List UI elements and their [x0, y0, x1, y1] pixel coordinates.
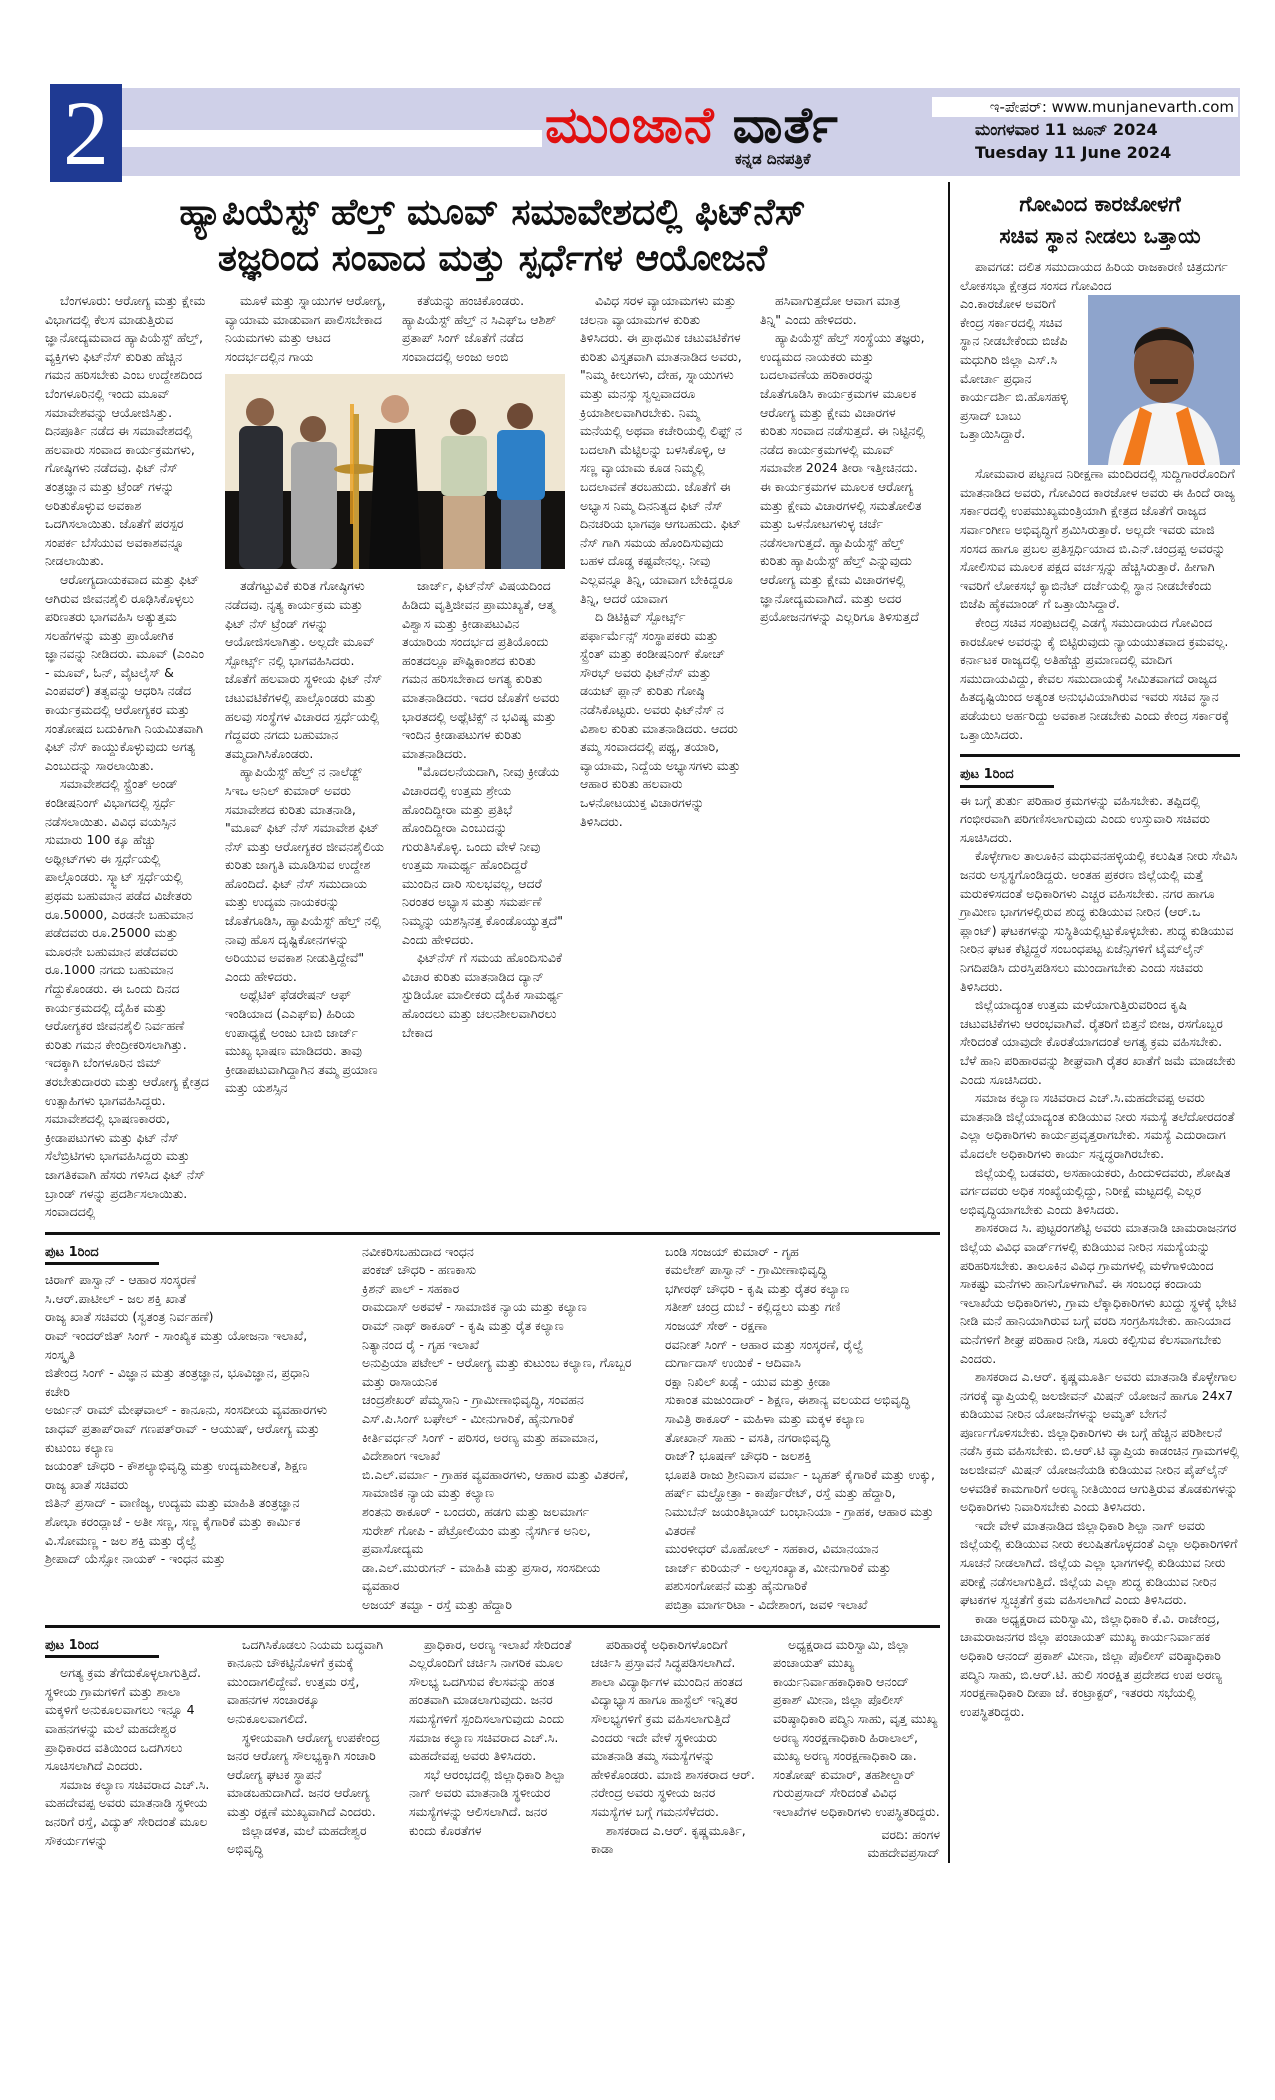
article-column: [225, 577, 387, 1098]
minister-entry: ಸಾವಿತ್ರಿ ಠಾಕೂರ್ - ಮಹಿಳಾ ಮತ್ತು ಮಕ್ಕಳ ಕಲ್ಯಾಣ: [665, 1411, 865, 1427]
paragraph: ವಿವಿಧ ಸರಳ ವ್ಯಾಯಾಮಗಳು ಮತ್ತು ಚಲನಾ ವ್ಯಾಯಾಮಗಳ ಕುರಿತು ತಿಳಿಸಿದರು. ಈ ಪ್ರಾಥಮಿಕ ಚಟುವಟಿಕೆಗಳ ಕುರಿತು ವಿಸ್ತೃತವಾಗಿ ಮಾತನಾಡಿದ ಅವರು, "ನಿಮ್ಮ ಕೀಲುಗಳು, ದೇಹ, ಸ್ನಾಯುಗಳು ಮತ್ತು ಮನಸ್ಸು ಸ್ವಲ್ಪವಾದರೂ ಕ್ರಿಯಾಶೀಲವಾಗಿರಬೇಕು. ನಿಮ್ಮ ಮನೆಯಲ್ಲಿ ಅಥವಾ ಕಚೇರಿಯಲ್ಲಿ ಲಿಫ್ಟ್ ನ ಬದಲಾಗಿ ಮೆಟ್ಟಿಲನ್ನು ಬಳಸಿಕೊಳ್ಳಿ, ಆ ಸಣ್ಣ ವ್ಯಾಯಾಮ ಕೂಡ ನಿಮ್ಮಲ್ಲಿ ಬದಲಾವಣೆ ತರಬಹುದು. ಜೊತೆಗೆ ಈ ಅಭ್ಯಾಸ ನಿಮ್ಮ ದಿನನಿತ್ಯದ ಫಿಟ್ ನೆಸ್ ದಿನಚರಿಯ ಭಾಗವೂ ಆಗಬಹುದು. ಫಿಟ್ ನೆಸ್ ಗಾಗಿ ಸಮಯ ಹೊಂದಿಸುವುದು ಬಹಳ ದೊಡ್ಡ ಕಷ್ಟವೇನಲ್ಲ. ನೀವು ಎಲ್ಲವನ್ನೂ ತಿನ್ನಿ, ಯಾವಾಗ ಬೇಕಿದ್ದರೂ ತಿನ್ನಿ, ಆದರೆ ಯಾವಾಗ: [580, 293, 742, 606]
paragraph: ಕೇಂದ್ರ ಸಚಿವ ಸಂಪುಟದಲ್ಲಿ ಎಡಗೈ ಸಮುದಾಯದ ಗೋವಿಂದ ಕಾರಜೋಳ ಅವರನ್ನು ಕೈ ಬಿಟ್ಟಿರುವುದು ನ್ಯಾಯಯುತವಾದ ಕ್ರಮವಲ್ಲ. ಕರ್ನಾಟಕ ರಾಜ್ಯದಲ್ಲಿ ಅತಿಹೆಚ್ಚು ಪ್ರಮಾಣದಲ್ಲಿ ಮಾದಿಗ ಸಮುದಾಯವಿದ್ದು, ಕೇವಲ ಸಮುದಾಯಕ್ಕೆ ಸೀಮಿತವಾಗದೆ ರಾಜ್ಯದ ಹಿತದೃಷ್ಟಿಯಿಂದ ಅತ್ಯಂತ ಅನುಭವಿಯಾಗಿರುವ ಇವರು ಸಚಿವ ಸ್ಥಾನ ಪಡೆಯಲು ಅರ್ಹರಿದ್ದು ಅವಕಾಶ ನೀಡಬೇಕು ಎಂದು ಕೇಂದ್ರ ಸರ್ಕಾರಕ್ಕೆ ಒತ್ತಾಯಿಸಿದರು.: [960, 614, 1230, 742]
paragraph: ಹ್ಯಾಪಿಯೆಸ್ಟ್ ಹೆಲ್ತ್ ನ ನಾಲೆಡ್ಜ್ ಸಿಇಒ ಅನಿಲ್ ಕುಮಾರ್ ಅವರು ಸಮಾವೇಶದ ಕುರಿತು ಮಾತನಾಡಿ, "ಮೂವ್ ಫಿಟ್ ನೆಸ್ ಸಮಾವೇಶ ಫಿಟ್ ನೆಸ್ ಮತ್ತು ಆರೋಗ್ಯಕರ ಜೀವನಶೈಲಿಯ ಕುರಿತು ಜಾಗೃತಿ ಮೂಡಿಸುವ ಉದ್ದೇಶ ಹೊಂದಿದೆ. ಫಿಟ್ ನೆಸ್ ಸಮುದಾಯ ಮತ್ತು ಉದ್ಯಮ ನಾಯಕರನ್ನು ಜೊತೆಗೂಡಿಸಿ, ಹ್ಯಾಪಿಯೆಸ್ಟ್ ಹೆಲ್ತ್ ನಲ್ಲಿ ನಾವು ಹೊಸ ದೃಷ್ಟಿಕೋನಗಳನ್ನು ಅರಿಯುವ ಅವಕಾಶ ನೀಡುತ್ತಿದ್ದೇವೆ" ಎಂದು ಹೇಳಿದರು.: [225, 764, 385, 984]
article-column: [225, 292, 387, 366]
paragraph: ಸ್ಥಳೀಯವಾಗಿ ಆರೋಗ್ಯ ಉಪಕೇಂದ್ರ ಜನರ ಆರೋಗ್ಯ ಸೌಲಭ್ಯಕ್ಕಾಗಿ ಸಂಚಾರಿ ಆರೋಗ್ಯ ಘಟಕ ಸ್ಥಾಪನೆ ಮಾಡಬಹುದಾಗಿದೆ. ಜನರ ಆರೋಗ್ಯ ಮತ್ತು ರಕ್ಷಣೆ ಮುಖ್ಯವಾಗಿದೆ ಎಂದರು.: [227, 1729, 380, 1819]
minister-entry: ಬಂಡಿ ಸಂಜಯ್ ಕುಮಾರ್ - ಗೃಹ: [665, 1243, 799, 1259]
paragraph: ಹಸಿವಾಗುತ್ತದೋ ಆವಾಗ ಮಾತ್ರ ತಿನ್ನಿ" ಎಂದು ಹೇಳಿದರು.: [760, 293, 901, 327]
headline-line-1: ಹ್ಯಾಪಿಯೆಸ್ಟ್ ಹೆಲ್ತ್ ಮೂವ್ ಸಮಾವೇಶದಲ್ಲಿ ಫಿಟ್‌ನೆಸ್: [179, 192, 806, 233]
bottom-article: [45, 1636, 940, 1863]
paragraph: ಮೂಳೆ ಮತ್ತು ಸ್ನಾಯುಗಳ ಆರೋಗ್ಯ, ವ್ಯಾಯಾಮ ಮಾಡುವಾಗ ಪಾಲಿಸಬೇಕಾದ ನಿಯಮಗಳು ಮತ್ತು ಆಟದ ಸಂದರ್ಭದಲ್ಲಿನ ಗಾಯ: [225, 293, 386, 364]
minister-entry: ಪಬಿತ್ರಾ ಮಾರ್ಗರಿಟಾ - ವಿದೇಶಾಂಗ, ಜವಳಿ ಇಲಾಖೆ: [665, 1596, 868, 1612]
paragraph: ಶಾಸಕರಾದ ಎ.ಆರ್. ಕೃಷ್ಣಮೂರ್ತಿ ಅವರು ಮಾತನಾಡಿ ಕೊಳ್ಳೇಗಾಲ ನಗರಕ್ಕೆ ವ್ಯಾಪ್ತಿಯಲ್ಲಿ ಜಲಜೀವನ್ ಮಿಷನ್ ಯೋಜನೆ ಹಾಗೂ 24x7 ಕುಡಿಯುವ ನೀರಿನ ಯೋಜನೆಗಳನ್ನು ಅಮೃತ್ ಬೇಗನೆ ಪೂರ್ಣಗೊಳಿಸಬೇಕು. ಜಿಲ್ಲಾಧಿಕಾರಿಗಳು ಈ ಬಗ್ಗೆ ಹೆಚ್ಚಿನ ಪರಿಶೀಲನೆ ನಡೆಸಿ ಕ್ರಮ ವಹಿಸಬೇಕು. ಬಿ.ಆರ್.ಟಿ ವ್ಯಾಪ್ತಿಯ ಕಾಡಂಚಿನ ಗ್ರಾಮಗಳಲ್ಲಿ ಜಲಜೀವನ್ ಮಿಷನ್ ಯೋಜನೆಯಡಿ ಕುಡಿಯುವ ನೀರಿನ ಪೈಪ್‌ಲೈನ್ ಅಳವಡಿಕೆ ಕಾಮಗಾರಿಗೆ ಅರಣ್ಯ ನೀತಿಯಿಂದ ಆಗುತ್ತಿರುವ ತೊಡಕುಗಳನ್ನು ಅಧಿಕಾರಿಗಳು ನಿವಾರಿಸಬೇಕು ಎಂದು ತಿಳಿಸಿದರು.: [960, 1369, 1239, 1515]
minister-entry: ರವನೀತ್ ಸಿಂಗ್ - ಆಹಾರ ಮತ್ತು ಸಂಸ್ಕರಣೆ, ರೈಲ್ವೆ: [665, 1336, 864, 1352]
paragraph: ಸಮಾಜ ಕಲ್ಯಾಣ ಸಚಿವರಾದ ಎಚ್.ಸಿ. ಮಹದೇವಪ್ಪ ಅವರು ಮಾತನಾಡಿ ಸ್ಥಳೀಯ ಜನರಿಗೆ ರಸ್ತೆ, ವಿದ್ಯುತ್ ಸೇರಿದಂತೆ ಮೂಲ ಸೌಕರ್ಯಗಳನ್ನು: [45, 1776, 210, 1848]
paragraph: ಆರೋಗ್ಯದಾಯಕವಾದ ಮತ್ತು ಫಿಟ್ ಆಗಿರುವ ಜೀವನಶೈಲಿ ರೂಢಿಸಿಕೊಳ್ಳಲು ಪರಿಣತರು ಭಾಗವಹಿಸಿ ಅತ್ಯುತ್ತಮ ಸಲಹೆಗಳನ್ನು ಮತ್ತು ಪ್ರಾಯೋಗಿಕ ಜ್ಞಾನವನ್ನು ನೀಡಿದರು. ಮೂವ್ (ಎಂಎಂ - ಮೂವ್, ಓನ್, ವೈಟಲೈಸ್ & ಎಂಪವರ್) ತತ್ವವನ್ನು ಆಧರಿಸಿ ನಡೆದ ಕಾರ್ಯಕ್ರಮದಲ್ಲಿ ಆರೋಗ್ಯಕರ ಮತ್ತು ಸಂತೋಷದ ಬದುಕಿಗಾಗಿ ನಿಯಮಿತವಾಗಿ ಫಿಟ್ ನೆಸ್ ಕಾಯ್ದುಕೊಳ್ಳುವುದು ಅಗತ್ಯ ಎಂಬುದನ್ನು ಸಾರಲಾಯಿತು.: [45, 571, 205, 773]
byline-line-2: ಮಹದೇವಪ್ರಸಾದ್: [867, 1845, 940, 1861]
minister-entry: ಶೋಭಾ ಕರಂದ್ಲಾಜೆ - ಅತೀ ಸಣ್ಣ, ಸಣ್ಣ ಕೈಗಾರಿಕೆ ಮತ್ತು ಕಾರ್ಮಿಕ: [45, 1514, 301, 1529]
paragraph: ಸಭೆ ಆರಂಭದಲ್ಲಿ ಜಿಲ್ಲಾಧಿಕಾರಿ ಶಿಲ್ಪಾ ನಾಗ್ ಅವರು ಮಾತನಾಡಿ ಸ್ಥಳೀಯರ ಸಮಸ್ಯೆಗಳನ್ನು ಆಲಿಸಲಾಗಿದೆ. ಜನರ ಕುಂದು ಕೊರತೆಗಳ: [409, 1766, 566, 1838]
continued-label: ಪುಟ 1ರಿಂದ: [960, 766, 1054, 788]
date-english: Tuesday 11 June 2024: [975, 143, 1172, 162]
minister-entry: ಭಗೀರಥ್ ಚೌಧರಿ - ಕೃಷಿ ಮತ್ತು ರೈತರ ಕಲ್ಯಾಣ: [665, 1280, 850, 1296]
minister-entry: ಶಂತನು ಠಾಕೂರ್ - ಬಂದರು, ಹಡಗು ಮತ್ತು ಜಲಮಾರ್ಗ: [362, 1504, 590, 1519]
portrait: [1088, 295, 1240, 465]
minister-entry: ಬಿ.ಎಲ್.ವರ್ಮಾ - ಗ್ರಾಹಕ ವ್ಯವಹಾರಗಳು, ಆಹಾರ ಮತ್ತು ವಿತರಣೆ, ಸಾಮಾಜಿಕ ನ್ಯಾಯ ಮತ್ತು ಕಲ್ಯಾಣ: [362, 1466, 629, 1501]
minister-entry: ಅಜಯ್ ತಮ್ಟಾ - ರಸ್ತೆ ಮತ್ತು ಹೆದ್ದಾರಿ: [362, 1596, 513, 1612]
paragraph: ಶಾಸಕರಾದ ಸಿ. ಪುಟ್ಟರಂಗಶೆಟ್ಟಿ ಅವರು ಮಾತನಾಡಿ ಚಾಮರಾಜನಗರ ಜಿಲ್ಲೆಯ ವಿವಿಧ ವಾರ್ಡ್‌ಗಳಲ್ಲಿ ಕುಡಿಯುವ ನೀರಿನ ಸಮಸ್ಯೆಯನ್ನು ಪರಿಹರಿಸಬೇಕು. ತಾಲೂಕಿನ ವಿವಿಧ ಗ್ರಾಮಗಳಲ್ಲಿ ಮಳೆಗಾಳಿಯಿಂದ ಸಾಕಷ್ಟು ಮನೆಗಳು ಹಾನಿಗೊಳಗಾಗಿವೆ. ಈ ಸಂಬಂಧ ಕಂದಾಯ ಇಲಾಖೆಯ ಅಧಿಕಾರಿಗಳು, ಗ್ರಾಮ ಲೆಕ್ಕಾಧಿಕಾರಿಗಳು ಖುದ್ದು ಸ್ಥಳಕ್ಕೆ ಭೇಟಿ ನೀಡಿ ಮನೆ ಹಾನಿಯಾಗಿರುವ ಬಗ್ಗೆ ವರದಿ ಸಂಗ್ರಹಿಸಬೇಕು. ಹಾನಿಯಾದ ಮನೆಗಳಿಗೆ ಶೀಘ್ರ ಪರಿಹಾರ ನೀಡಿ, ಸೂರು ಕಲ್ಪಿಸುವ ಕೆಲಸವಾಗಬೇಕು ಎಂದರು.: [960, 1220, 1237, 1366]
minister-entry: ರಾಜ್ಯ ಖಾತೆ ಸಚಿವರು: [45, 1476, 129, 1492]
section-divider: [960, 754, 1240, 757]
minister-entry: ಜಯಂತ್ ಚೌಧರಿ - ಕೌಶಲ್ಯಾಭಿವೃದ್ಧಿ ಮತ್ತು ಉದ್ಯಮಶೀಲತೆ, ಶಿಕ್ಷಣ: [45, 1458, 308, 1474]
minister-entry: ಸುಕಾಂತ ಮಜುಂದಾರ್ - ಶಿಕ್ಷಣ, ಈಶಾನ್ಯ ವಲಯದ ಅಭಿವೃದ್ಧಿ: [665, 1392, 910, 1408]
date-kannada: ಮಂಗಳವಾರ 11 ಜೂನ್ 2024: [975, 120, 1158, 139]
paragraph: ದಿ ಡಿಟಿಕ್ಟಿವ್ ಸ್ಪೋರ್ಟ್ಸ್ ಪರ್ಫಾರ್ಮೆನ್ಸ್ ಸಂಸ್ಥಾಪಕರು ಮತ್ತು ಸ್ಟ್ರೆಂತ್ ಮತ್ತು ಕಂಡೀಷನಿಂಗ್ ಕೋಚ್ ಸೌರಭ್ ಅವರು ಫಿಟ್‌ನೆಸ್ ಮತ್ತು ಡಯಟ್ ಪ್ಲಾನ್ ಕುರಿತು ಗೋಷ್ಠಿ ನಡೆಸಿಕೊಟ್ಟರು. ಅವರು ಫಿಟ್‌ನೆಸ್ ನ ವಿಶಾಲ ಕುರಿತು ಮಾತನಾಡಿದರು. ಆದರು ತಮ್ಮ ಸಂವಾದದಲ್ಲಿ ಪಥ್ಯ, ತಯಾರಿ, ವ್ಯಾಯಾಮ, ನಿದ್ದೆಯ ಅಭ್ಯಾಸಗಳು ಮತ್ತು ಆಹಾರ ಕುರಿತು ಹಲವಾರು ಒಳನೋಟಯುಕ್ತ ವಿಚಾರಗಳನ್ನು ತಿಳಿಸಿದರು.: [580, 609, 741, 829]
paragraph: ಜಾರ್ಜ್, ಫಿಟ್‌ನೆಸ್ ವಿಷಯದಿಂದ ಹಿಡಿದು ವೃತ್ತಿಜೀವನ ಪ್ರಾಮುಖ್ಯತೆ, ಆತ್ಮ ವಿಶ್ವಾಸ ಮತ್ತು ಕ್ರೀಡಾಪಟುವಿನ ತಯಾರಿಯ ಸಂದರ್ಭದ ಪ್ರತಿಯೊಂದು ಹಂತದಲ್ಲೂ ಪೌಷ್ಟಿಕಾಂಶದ ಕುರಿತು ಗಮನ ಹರಿಸಬೇಕಾದ ಅಗತ್ಯ ಕುರಿತು ಮಾತನಾಡಿದರು. ಇದರ ಜೊತೆಗೆ ಅವರು ಭಾರತದಲ್ಲಿ ಅಥ್ಲೆಟಿಕ್ಸ್ ನ ಭವಿಷ್ಯ ಮತ್ತು ಇಂದಿನ ಕ್ರೀಡಾಪಟುಗಳ ಕುರಿತು ಮಾತನಾಡಿದರು.: [402, 578, 560, 761]
side-beside-photo-text: ಎಂ.ಕಾರಜೋಳ ಅವರಿಗೆ ಕೇಂದ್ರ ಸರ್ಕಾರದಲ್ಲಿ ಸಚಿವ ಸ್ಥಾನ ನೀಡಬೇಕೆಂದು ಬಿಜೆಪಿ ಮಧುಗಿರಿ ಜಿಲ್ಲಾ ಎಸ್.ಸಿ ಮೋರ್ಚಾ ಪ್ರಧಾನ ಕಾರ್ಯದರ್ಶಿ ಬಿ.ಹೊಸಹಳ್ಳಿ ಪ್ರಸಾದ್ ಬಾಬು ಒತ್ತಾಯಿಸಿದ್ದಾರೆ.: [960, 296, 1068, 442]
article-column: [409, 1636, 576, 1841]
minister-entry: ಎಸ್.ಪಿ.ಸಿಂಗ್ ಬಘೇಲ್ - ಮೀನುಗಾರಿಕೆ, ಹೈನುಗಾರಿಕೆ: [362, 1411, 574, 1427]
paragraph: ಇದೇ ವೇಳೆ ಮಾತನಾಡಿದ ಜಿಲ್ಲಾಧಿಕಾರಿ ಶಿಲ್ಪಾ ನಾಗ್ ಅವರು ಜಿಲ್ಲೆಯಲ್ಲಿ ಕುಡಿಯುವ ನೀರು ಕಲುಷಿತಗೊಳ್ಳದಂತೆ ಎಲ್ಲಾ ಅಧಿಕಾರಿಗಳಿಗೆ ಸೂಚನೆ ನೀಡಲಾಗಿದೆ. ಜಿಲ್ಲೆಯ ಎಲ್ಲಾ ಭಾಗಗಳಲ್ಲಿ ಕುಡಿಯುವ ನೀರು ಪರೀಕ್ಷೆ ನಡೆಸಲಾಗುತ್ತಿದೆ. ಜಿಲ್ಲೆಯ ಎಲ್ಲಾ ಶುದ್ಧ ಕುಡಿಯುವ ನೀರಿನ ಘಟಕಗಳ ಸ್ವಚ್ಛತೆಗೆ ಕ್ರಮ ವಹಿಸಲಾಗಿದೆ ಎಂದು ತಿಳಿಸಿದರು.: [960, 1517, 1238, 1608]
ministers-list-column: [348, 1243, 636, 1615]
minister-entry: ರಾಜ್? ಭೂಷಣ್ ಚೌಧರಿ - ಜಲಶಕ್ತಿ: [665, 1448, 812, 1464]
minister-entry: ಕೀರ್ತಿವರ್ಧನ್ ಸಿಂಗ್ - ಪರಿಸರ, ಅರಣ್ಯ ಮತ್ತು ಹವಾಮಾನ, ವಿದೇಶಾಂಗ ಇಲಾಖೆ: [362, 1429, 599, 1464]
side-column: [948, 182, 1240, 1863]
byline: [773, 1826, 940, 1863]
paragraph: "ಮೊದಲನೆಯದಾಗಿ, ನೀವು ಕ್ರೀಡೆಯ ವಿಚಾರದಲ್ಲಿ ಉತ್ತಮ ಶ್ರೇಯ ಹೊಂದಿದ್ದೀರಾ ಮತ್ತು ಪ್ರತಿಭೆ ಹೊಂದಿದ್ದೀರಾ ಎಂಬುದನ್ನು ಗುರುತಿಸಿಕೊಳ್ಳಿ. ಒಂದು ವೇಳೆ ನೀವು ಉತ್ತಮ ಸಾಮರ್ಥ್ಯ ಹೊಂದಿದ್ದರೆ ಮುಂದಿನ ದಾರಿ ಸುಲಭವಲ್ಲ, ಆದರೆ ನಿರಂತರ ಅಭ್ಯಾಸ ಮತ್ತು ಸಮರ್ಪಣೆ ನಿಮ್ಮನ್ನು ಯಶಸ್ಸಿನತ್ತ ಕೊಂಡೊಯ್ಯುತ್ತದೆ" ಎಂದು ಹೇಳಿದರು.: [402, 764, 563, 947]
minister-entry: ಪಂಕಜ್ ಚೌಧರಿ - ಹಣಕಾಸು: [362, 1262, 477, 1278]
article-column: [45, 1636, 212, 1851]
minister-entry: ನಿತ್ಯಾನಂದ ರೈ - ಗೃಹ ಇಲಾಖೆ: [362, 1336, 480, 1352]
paragraph: ಬೆಂಗಳೂರು: ಆರೋಗ್ಯ ಮತ್ತು ಕ್ಷೇಮ ವಿಭಾಗದಲ್ಲಿ ಕೆಲಸ ಮಾಡುತ್ತಿರುವ ಜ್ಞಾನೋದ್ಯಮವಾದ ಹ್ಯಾಪಿಯೆಸ್ಟ್ ಹೆಲ್ತ್, ವ್ಯಕ್ತಿಗಳು ಫಿಟ್‌ನೆಸ್ ಕುರಿತು ಹೆಚ್ಚಿನ ಗಮನ ಹರಿಸಬೇಕು ಎಂಬ ಉದ್ದೇಶದಿಂದ ಬೆಂಗಳೂರಿನಲ್ಲಿ ಇಂದು ಮೂವ್ ಸಮಾವೇಶವನ್ನು ಆಯೋಜಿಸಿತ್ತು. ದಿನಪೂರ್ತಿ ನಡೆದ ಈ ಸಮಾವೇಶದಲ್ಲಿ ಹಲವಾರು ಸಂವಾದ ಕಾರ್ಯಕ್ರಮಗಳು, ಗೋಷ್ಠಿಗಳು ನಡೆದವು. ಫಿಟ್ ನೆಸ್ ತಂತ್ರಜ್ಞಾನ ಮತ್ತು ಟ್ರೆಂಡ್ ಗಳನ್ನು ಅರಿತುಕೊಳ್ಳುವ ಅವಕಾಶ ಒದಗಿಸಲಾಯಿತು. ಜೊತೆಗೆ ಪರಸ್ಪರ ಸಂಪರ್ಕ ಬೆಸೆಯುವ ಅವಕಾಶವನ್ನೂ ನೀಡಲಾಯಿತು.: [45, 293, 206, 569]
epaper-link[interactable]: ಇ-ಪೇಪರ್: www.munjanevarth.com: [932, 97, 1238, 117]
continued-label: ಪುಟ 1ರಿಂದ: [45, 1244, 159, 1266]
minister-entry: ಅರ್ಜುನ್ ರಾಮ್ ಮೇಘವಾಲ್ - ಕಾನೂನು, ಸಂಸದೀಯ ವ್ಯವಹಾರಗಳು: [45, 1402, 328, 1418]
side-continued-article: [960, 765, 1240, 1721]
photo-columns: [225, 292, 565, 1098]
minister-entry: ಸಿ.ಆರ್.ಪಾಟೀಲ್ - ಜಲ ಶಕ್ತಿ ಖಾತೆ: [45, 1290, 187, 1306]
side-headline: [960, 188, 1240, 252]
minister-entry: ರಕ್ಷಾ ನಿಖಿಲ್ ಖಡ್ಸೆ - ಯುವ ಮತ್ತು ಕ್ರೀಡಾ: [665, 1373, 831, 1389]
main-area: [45, 182, 946, 1863]
paragraph: ಕೊಳ್ಳೇಗಾಲ ತಾಲೂಕಿನ ಮಧುವನಹಳ್ಳಿಯಲ್ಲಿ ಕಲುಷಿತ ನೀರು ಸೇವಿಸಿ ಜನರು ಅಸ್ವಸ್ಥಗೊಂಡಿದ್ದರು. ಅಂತಹ ಪ್ರಕರಣ ಜಿಲ್ಲೆಯಲ್ಲಿ ಮತ್ತೆ ಮರುಕಳಿಸದಂತೆ ಅಧಿಕಾರಿಗಳು ಎಚ್ಚರ ವಹಿಸಬೇಕು. ನಗರ ಹಾಗೂ ಗ್ರಾಮೀಣ ಭಾಗಗಳಲ್ಲಿರುವ ಶುದ್ಧ ಕುಡಿಯುವ ನೀರಿನ (ಆರ್.ಒ ಪ್ಲಾಂಟ್) ಘಟಕಗಳನ್ನು ಸುಸ್ಥಿತಿಯಲ್ಲಿಟ್ಟುಕೊಳ್ಳಬೇಕು. ಶುದ್ಧ ಕುಡಿಯುವ ನೀರಿನ ಘಟಕ ಕೆಟ್ಟಿದ್ದರೆ ಸಂಬಂಧಪಟ್ಟ ಏಜೆನ್ಸಿಗಳಿಗೆ ಟೈಮ್‌ಲೈನ್ ನಿಗದಿಪಡಿಸಿ ದುರಸ್ತಿಪಡಿಸಲು ಮುಂದಾಗಬೇಕು ಎಂದು ಸಚಿವರು ತಿಳಿಸಿದರು.: [960, 848, 1238, 994]
headline-line-2: ತಜ್ಞರಿಂದ ಸಂವಾದ ಮತ್ತು ಸ್ಪರ್ಧೆಗಳ ಆಯೋಜನೆ: [217, 238, 768, 279]
article-column: [773, 1636, 940, 1863]
paragraph: ಜಿಲ್ಲೆಯಾದ್ಯಂತ ಉತ್ತಮ ಮಳೆಯಾಗುತ್ತಿರುವರಿಂದ ಕೃಷಿ ಚಟುವಟಿಕೆಗಳು ಆರಂಭವಾಗಿವೆ. ರೈತರಿಗೆ ಬಿತ್ತನೆ ಬೀಜ, ರಸಗೊಬ್ಬರ ಸೇರಿದಂತೆ ಯಾವುದೇ ಕೊರತೆಯಾಗದಂತೆ ಅಗತ್ಯ ಕ್ರಮ ವಹಿಸಬೇಕು. ಬೆಳೆ ಹಾನಿ ಪರಿಹಾರವನ್ನು ಶೀಘ್ರವಾಗಿ ರೈತರ ಖಾತೆಗೆ ಜಮೆ ಮಾಡಬೇಕು ಎಂದು ಸೂಚಿಸಿದರು.: [960, 997, 1236, 1087]
section-divider: [45, 1232, 940, 1235]
person-portrait-photo: [1088, 295, 1240, 465]
article-column: [760, 292, 925, 627]
paragraph: ಸಮಾಜ ಕಲ್ಯಾಣ ಸಚಿವರಾದ ಎಚ್.ಸಿ.ಮಹದೇವಪ್ಪ ಅವರು ಮಾತನಾಡಿ ಜಿಲ್ಲೆಯಾದ್ಯಂತ ಕುಡಿಯುವ ನೀರು ಸಮಸ್ಯೆ ತಲೆದೋರದಂತೆ ಎಲ್ಲಾ ಅಧಿಕಾರಿಗಳು ಕಾರ್ಯಪ್ರವೃತ್ತರಾಗಬೇಕು. ಸಮಸ್ಯೆ ಎದುರಾದಾಗ ಮೊದಲೇ ಅಧಿಕಾರಿಗಳು ಕಾರ್ಯ ಸನ್ನದ್ಧರಾಗಿರಬೇಕು.: [960, 1090, 1235, 1161]
side-photo-row: [960, 295, 1240, 465]
article-column: [402, 292, 565, 366]
paragraph: ಅಗತ್ಯ ಕ್ರಮ ತೆಗೆದುಕೊಳ್ಳಲಾಗುತ್ತಿದೆ. ಸ್ಥಳೀಯ ಗ್ರಾಮಗಳಿಗೆ ಮತ್ತು ಶಾಲಾ ಮಕ್ಕಳಿಗೆ ಅನುಕೂಲವಾಗಲು ಇನ್ನೂ 4 ವಾಹನಗಳನ್ನು ಮಲೆ ಮಹದೇಶ್ವರ ಪ್ರಾಧಿಕಾರದ ವತಿಯಿಂದ ಒದಗಿಸಲು ಸೂಚಿಸಲಾಗಿದೆ ಎಂದರು.: [45, 1665, 201, 1774]
side-article-body: [960, 465, 1240, 744]
minister-entry: ಕಮಲೇಶ್ ಪಾಸ್ವಾನ್ - ಗ್ರಾಮೀಣಾಭಿವೃದ್ಧಿ: [665, 1262, 827, 1278]
minister-entry: ತೋಖಾನ್ ಸಾಹು - ವಸತಿ, ನಗರಾಭಿವೃದ್ಧಿ: [665, 1429, 831, 1445]
minister-entry: ರಾಜ್ಯ ಖಾತೆ ಸಚಿವರು (ಸ್ವತಂತ್ರ ನಿರ್ವಹಣೆ): [45, 1309, 214, 1325]
paragraph: ತಡೆಗಟ್ಟುವಿಕೆ ಕುರಿತ ಗೋಷ್ಠಿಗಳು ನಡೆದವು. ನೃತ್ಯ ಕಾರ್ಯಕ್ರಮ ಮತ್ತು ಫಿಟ್ ನೆಸ್ ಟ್ರೆಂಡ್ ಗಳನ್ನು ಆಯೋಜಿಸಲಾಗಿತ್ತು. ಅಲ್ಲದೇ ಮೂವ್ ಸ್ಪೋರ್ಟ್ಸ್ ನಲ್ಲಿ ಭಾಗವಹಿಸಿದರು. ಜೊತೆಗೆ ಹಲವಾರು ಸ್ಥಳೀಯ ಫಿಟ್ ನೆಸ್ ಚಟುವಟಿಕೆಗಳಲ್ಲಿ ಪಾಲ್ಗೊಂಡರು ಮತ್ತು ಹಲವು ಸಂಸ್ಥೆಗಳ ವಿಚಾರದ ಸ್ಪರ್ಧೆಯಲ್ಲಿ ಗೆದ್ದವರು ನಗದು ಬಹುಮಾನ ತಮ್ಮದಾಗಿಸಿಕೊಂಡರು.: [225, 578, 383, 761]
article-column: [45, 292, 210, 1222]
minister-entry: ವಿ.ಸೋಮಣ್ಣ - ಜಲ ಶಕ್ತಿ ಮತ್ತು ರೈಲ್ವೆ: [45, 1532, 197, 1548]
masthead-strip: [122, 130, 542, 147]
ministers-list: [45, 1243, 940, 1615]
page-number: 2: [50, 84, 122, 182]
paragraph: ಸಮಾವೇಶದಲ್ಲಿ ಸ್ಟ್ರೆಂತ್ ಅಂಡ್ ಕಂಡೀಷನಿಂಗ್ ವಿಭಾಗದಲ್ಲಿ ಸ್ಪರ್ಧೆ ನಡೆಸಲಾಯಿತು. ವಿವಿಧ ವಯಸ್ಸಿನ ಸುಮಾರು 100 ಕ್ಕೂ ಹೆಚ್ಚು ಅಥ್ಲೀಟ್‌ಗಳು ಈ ಸ್ಪರ್ಧೆಯಲ್ಲಿ ಪಾಲ್ಗೊಂಡರು. ಸ್ಕ್ವಾಟ್ ಸ್ಪರ್ಧೆಯಲ್ಲಿ ಪ್ರಥಮ ಬಹುಮಾನ ಪಡೆದ ವಿಜೇತರು ರೂ.50000, ಎರಡನೇ ಬಹುಮಾನ ಪಡೆದವರು ರೂ.25000 ಮತ್ತು ಮೂರನೇ ಬಹುಮಾನ ಪಡೆದವರು ರೂ.1000 ನಗದು ಬಹುಮಾನ ಗೆದ್ದುಕೊಂಡರು. ಈ ಒಂದು ದಿನದ ಕಾರ್ಯಕ್ರಮದಲ್ಲಿ ದೈಹಿಕ ಮತ್ತು ಆರೋಗ್ಯಕರ ಜೀವನಶೈಲಿ ನಿರ್ವಹಣೆ ಕುರಿತು ಗಮನ ಕೇಂದ್ರೀಕರಿಸಲಾಗಿತ್ತು. ಇದಕ್ಕಾಗಿ ಬೆಂಗಳೂರಿನ ಜಿಮ್ ತರಬೇತುದಾರರು ಮತ್ತು ಆರೋಗ್ಯ ಕ್ಷೇತ್ರದ ಉತ್ಸಾಹಿಗಳು ಭಾಗವಹಿಸಿದ್ದರು. ಸಮಾವೇಶದಲ್ಲಿ ಭಾಷಣಕಾರರು, ಕ್ರೀಡಾಪಟುಗಳು ಮತ್ತು ಫಿಟ್ ನೆಸ್ ಸೆಲೆಬ್ರಿಟಿಗಳು ಭಾಗವಹಿಸಿದ್ದರು ಮತ್ತು ಜಾಗತಿಕವಾಗಿ ಹೆಸರು ಗಳಿಸಿದ ಫಿಟ್ ನೆಸ್ ಬ್ರಾಂಡ್ ಗಳನ್ನು ಪ್ರದರ್ಶಿಸಲಾಯಿತು. ಸಂವಾದದಲ್ಲಿ: [45, 776, 209, 1220]
paragraph: ಪ್ರಾಧಿಕಾರ, ಅರಣ್ಯ ಇಲಾಖೆ ಸೇರಿದಂತೆ ಎಲ್ಲರೊಂದಿಗೆ ಚರ್ಚಿಸಿ ನಾಗರಿಕ ಮೂಲ ಸೌಲಭ್ಯ ಒದಗಿಸುವ ಕೆಲಸವನ್ನು ಹಂತ ಹಂತವಾಗಿ ಮಾಡಲಾಗುವುದು. ಜನರ ಸಮಸ್ಯೆಗಳಿಗೆ ಸ್ಪಂದಿಸಲಾಗುವುದು ಎಂದು ಸಮಾಜ ಕಲ್ಯಾಣ ಸಚಿವರಾದ ಎಚ್.ಸಿ. ಮಹದೇವಪ್ಪ ಅವರು ತಿಳಿಸಿದರು.: [409, 1636, 572, 1764]
newspaper-logo: [545, 96, 839, 155]
minister-entry: ಚಂದ್ರಶೇಖರ್ ಪೆಮ್ಮಸಾನಿ - ಗ್ರಾಮೀಣಾಭಿವೃದ್ಧಿ, ಸಂವಹನ: [362, 1392, 584, 1408]
minister-entry: ಶ್ರೀಪಾದ್ ಯೆಸ್ಸೋ ನಾಯಕ್ - ಇಂಧನ ಮತ್ತು: [45, 1551, 226, 1567]
side-continued-lead: ಈ ಬಗ್ಗೆ ತುರ್ತು ಪರಿಹಾರ ಕ್ರಮಗಳನ್ನು ವಹಿಸಬೇಕು. ತಪ್ಪಿದಲ್ಲಿ ಗಂಭೀರವಾಗಿ ಪರಿಗಣಿಸಲಾಗುವುದು ಎಂದು ಉಸ್ತುವಾರಿ ಸಚಿವರು ಸೂಚಿಸಿದರು.: [960, 792, 1210, 845]
paragraph: ಕಾಡಾ ಅಧ್ಯಕ್ಷರಾದ ಮರಿಸ್ವಾಮಿ, ಜಿಲ್ಲಾಧಿಕಾರಿ ಕೆ.ವಿ. ರಾಜೇಂದ್ರ, ಚಾಮರಾಜನಗರ ಜಿಲ್ಲಾ ಪಂಚಾಯತ್ ಮುಖ್ಯ ಕಾರ್ಯನಿರ್ವಾಹಕ ಅಧಿಕಾರಿ ಆನಂದ್ ಪ್ರಕಾಶ್ ಮೀನಾ, ಜಿಲ್ಲಾ ಪೊಲೀಸ್ ವರಿಷ್ಠಾಧಿಕಾರಿ ಪದ್ಮಿನಿ ಸಾಹು, ಬಿ.ಆರ್.ಟಿ. ಹುಲಿ ಸಂರಕ್ಷಿತ ಪ್ರದೇಶದ ಉಪ ಅರಣ್ಯ ಸಂರಕ್ಷಣಾಧಿಕಾರಿ ದೀಪಾ ಜೆ. ಕಂಟ್ರಾಕ್ಟರ್, ಇತರರು ಸಭೆಯಲ್ಲಿ ಉಪಸ್ಥಿತರಿದ್ದರು.: [960, 1610, 1223, 1719]
side-intro: [960, 258, 1240, 295]
minister-entry: ಸತೀಶ್ ಚಂದ್ರ ದುಬೆ - ಕಲ್ಲಿದ್ದಲು ಮತ್ತು ಗಣಿ: [665, 1299, 841, 1315]
minister-entry: ನವೀಕರಿಸಬಹುದಾದ ಇಂಧನ: [362, 1243, 474, 1259]
logo-word-black: ವಾರ್ತೆ: [732, 96, 839, 154]
paragraph: ಹ್ಯಾಪಿಯೆಸ್ಟ್ ಹೆಲ್ತ್ ಸಂಸ್ಥೆಯು ತಜ್ಞರು, ಉದ್ಯಮದ ನಾಯಕರು ಮತ್ತು ಬದಲಾವಣೆಯ ಹರಿಕಾರರನ್ನು ಜೊತೆಗೂಡಿಸಿ ಕಾರ್ಯಕ್ರಮಗಳ ಮೂಲಕ ಆರೋಗ್ಯ ಮತ್ತು ಕ್ಷೇಮ ವಿಚಾರಗಳ ಕುರಿತು ಸಂವಾದ ನಡೆಸುತ್ತದೆ. ಈ ನಿಟ್ಟಿನಲ್ಲಿ ನಡೆದ ಕಾರ್ಯಕ್ರಮಗಳಲ್ಲಿ ಮೂವ್ ಸಮಾವೇಶ 2024 ತೀರಾ ಇತ್ತೀಚಿನದು. ಈ ಕಾರ್ಯಕ್ರಮಗಳ ಮೂಲಕ ಆರೋಗ್ಯ ಮತ್ತು ಕ್ಷೇಮ ವಿಚಾರಗಳಲ್ಲಿ ಸಮತೋಲಿತ ಮತ್ತು ಒಳನೋಟಗಳುಳ್ಳ ಚರ್ಚೆ ನಡೆಸಲಾಗುತ್ತದೆ. ಹ್ಯಾಪಿಯೆಸ್ಟ್ ಹೆಲ್ತ್ ಕುರಿತು ಹ್ಯಾಪಿಯೆಸ್ಟ್ ಹೆಲ್ತ್ ಎನ್ನುವುದು ಆರೋಗ್ಯ ಮತ್ತು ಕ್ಷೇಮ ವಿಚಾರಗಳಲ್ಲಿ ಜ್ಞಾನೋದ್ಯಮವಾಗಿದೆ. ಮತ್ತು ಅದರ ಪ್ರಯೋಜನಗಳನ್ನು ಎಲ್ಲರಿಗೂ ತಿಳಿಸುತ್ತದೆ: [760, 330, 925, 625]
paragraph: ಅಧ್ಯಕ್ಷರಾದ ಮರಿಸ್ವಾಮಿ, ಜಿಲ್ಲಾ ಪಂಚಾಯತ್ ಮುಖ್ಯ ಕಾರ್ಯನಿರ್ವಾಹಕಾಧಿಕಾರಿ ಆನಂದ್ ಪ್ರಕಾಶ್ ಮೀನಾ, ಜಿಲ್ಲಾ ಪೊಲೀಸ್ ವರಿಷ್ಠಾಧಿಕಾರಿ ಪದ್ಮಿನಿ ಸಾಹು, ವೃತ್ತ ಮುಖ್ಯ ಅರಣ್ಯ ಸಂರಕ್ಷಣಾಧಿಕಾರಿ ಹಿರಾಲಾಲ್, ಮುಖ್ಯ ಅರಣ್ಯ ಸಂರಕ್ಷಣಾಧಿಕಾರಿ ಡಾ. ಸಂತೋಷ್ ಕುಮಾರ್, ತಹಶೀಲ್ದಾರ್ ಗುರುಪ್ರಸಾದ್ ಸೇರಿದಂತೆ ವಿವಿಧ ಇಲಾಖೆಗಳ ಅಧಿಕಾರಿಗಳು ಉಪಸ್ಥಿತರಿದ್ದರು.: [773, 1636, 940, 1819]
ministers-list-column: [651, 1243, 939, 1615]
article-column: [227, 1636, 394, 1859]
side-headline-line-2: ಸಚಿವ ಸ್ಥಾನ ನೀಡಲು ಒತ್ತಾಯ: [999, 224, 1201, 248]
minister-entry: ಜಿತೇಂದ್ರ ಸಿಂಗ್ - ವಿಜ್ಞಾನ ಮತ್ತು ತಂತ್ರಜ್ಞಾನ, ಭೂವಿಜ್ಞಾನ, ಪ್ರಧಾನಿ ಕಚೇರಿ: [45, 1365, 310, 1399]
minister-entry: ಚಿರಾಗ್ ಪಾಸ್ವಾನ್ - ಆಹಾರ ಸಂಸ್ಕರಣೆ: [45, 1272, 197, 1288]
side-headline-line-1: ಗೋವಿಂದ ಕಾರಜೋಳಗೆ: [1019, 192, 1181, 216]
paragraph: ಜಿಲ್ಲೆಯಲ್ಲಿ ಬಡವರು, ಅಸಹಾಯಕರು, ಹಿಂದುಳಿದವರು, ಶೋಷಿತ ವರ್ಗದವರು ಅಧಿಕ ಸಂಖ್ಯೆಯಲ್ಲಿದ್ದು, ನಿರೀಕ್ಷೆ ಮಟ್ಟದಲ್ಲಿ ಎಲ್ಲರ ಅಭಿವೃದ್ಧಿಯಾಗಬೇಕು ಎಂದು ತಿಳಿಸಿದರು.: [960, 1164, 1231, 1217]
minister-entry: ಸುರೇಶ್ ಗೋಪಿ - ಪೆಟ್ರೋಲಿಯಂ ಮತ್ತು ನೈಸರ್ಗಿಕ ಅನಿಲ, ಪ್ರವಾಸೋದ್ಯಮ: [362, 1522, 591, 1557]
ministers-list-column: [45, 1243, 333, 1569]
minister-entry: ಜಾರ್ಜ್ ಕುರಿಯನ್ - ಅಲ್ಪಸಂಖ್ಯಾತ, ಮೀನುಗಾರಿಕೆ ಮತ್ತು ಪಶುಸಂಗೋಪನೆ ಮತ್ತು ಹೈನುಗಾರಿಕೆ: [665, 1559, 891, 1594]
minister-entry: ಜಾಧವ್ ಪ್ರತಾಪ್‌ರಾವ್ ಗಣಪತ್‌ರಾವ್ - ಆಯುಷ್, ಆರೋಗ್ಯ ಮತ್ತು ಕುಟುಂಬ ಕಲ್ಯಾಣ: [45, 1421, 320, 1455]
minister-entry: ಜಿತಿನ್ ಪ್ರಸಾದ್ - ವಾಣಿಜ್ಯ, ಉದ್ಯಮ ಮತ್ತು ಮಾಹಿತಿ ತಂತ್ರಜ್ಞಾನ: [45, 1495, 300, 1511]
paragraph: ಜಿಲ್ಲಾಡಳಿತ, ಮಲೆ ಮಹದೇಶ್ವರ ಅಭಿವೃದ್ಧಿ: [227, 1822, 367, 1857]
article-column: [402, 577, 565, 1042]
continued-label: ಪುಟ 1ರಿಂದ: [45, 1637, 159, 1659]
section-divider: [45, 1625, 940, 1628]
minister-entry: ಸಂಜಯ್ ಸೇಠ್ - ರಕ್ಷಣಾ: [665, 1318, 768, 1334]
newspaper-tagline: ಕನ್ನಡ ದಿನಪತ್ರಿಕೆ: [735, 150, 811, 168]
paragraph: ಅಥ್ಲೆಟಿಕ್ ಫೆಡರೇಷನ್ ಆಫ್ ಇಂಡಿಯಾದ (ಎಎಫ್ಐ) ಹಿರಿಯ ಉಪಾಧ್ಯಕ್ಷೆ ಅಂಜು ಬಾಬಿ ಜಾರ್ಜ್ ಮುಖ್ಯ ಭಾಷಣ ಮಾಡಿದರು. ತಾವು ಕ್ರೀಡಾಪಟುವಾಗಿದ್ದಾಗಿನ ತಮ್ಮ ಪ್ರಯಾಣ ಮತ್ತು ಯಶಸ್ಸಿನ: [225, 987, 378, 1096]
minister-entry: ರಾವ್ ಇಂದರ್‌ಜಿತ್ ಸಿಂಗ್ - ಸಾಂಖ್ಯಿಕ ಮತ್ತು ಯೋಜನಾ ಇಲಾಖೆ, ಸಂಸ್ಕೃತಿ: [45, 1328, 308, 1362]
byline-line-1: ವರದಿ: ಹಂಗಳ: [881, 1826, 940, 1842]
paragraph: ಫಿಟ್‌ನೆಸ್ ಗೆ ಸಮಯ ಹೊಂದಿಸುವಿಕೆ ವಿಚಾರ ಕುರಿತು ಮಾತನಾಡಿದ ದ್ಯಾನ್ ಸ್ಟುಡಿಯೋ ಮಾಲೀಕರು ದೈಹಿಕ ಸಾಮರ್ಥ್ಯ ಹೊಂದಲು ಮತ್ತು ಚಲನಶೀಲವಾಗಿರಲು ಬೇಕಾದ: [402, 950, 564, 1040]
logo-word-red: ಮುಂಜಾನೆ: [545, 96, 715, 154]
minister-entry: ರಾಮ್ ನಾಥ್ ಠಾಕೂರ್ - ಕೃಷಿ ಮತ್ತು ರೈತ ಕಲ್ಯಾಣ: [362, 1318, 564, 1334]
minister-entry: ರಾಮದಾಸ್ ಅಠವಳೆ - ಸಾಮಾಜಿಕ ನ್ಯಾಯ ಮತ್ತು ಕಲ್ಯಾಣ: [362, 1299, 587, 1315]
minister-entry: ಡಾ.ಎಲ್.ಮುರುಗನ್ - ಮಾಹಿತಿ ಮತ್ತು ಪ್ರಸಾರ, ಸಂಸದೀಯ ವ್ಯವಹಾರ: [362, 1559, 601, 1594]
paragraph: ಸೋಮವಾರ ಪಟ್ಟಣದ ನಿರೀಕ್ಷಣಾ ಮಂದಿರದಲ್ಲಿ ಸುದ್ದಿಗಾರರೊಂದಿಗೆ ಮಾತನಾಡಿದ ಅವರು, ಗೋವಿಂದ ಕಾರಜೋಳ ಅವರು ಈ ಹಿಂದೆ ರಾಜ್ಯ ಸರ್ಕಾರದಲ್ಲಿ ಉಪಮುಖ್ಯಮಂತ್ರಿಯಾಗಿ ಕ್ಷೇತ್ರದ ಜೊತೆಗೆ ರಾಜ್ಯದ ಸರ್ವಾಂಗೀಣ ಅಭಿವೃದ್ಧಿಗೆ ಶ್ರಮಿಸಿರುತ್ತಾರೆ. ಅಲ್ಲದೇ ಇವರು ಮಾಜಿ ಸಂಸದ ಹಾಗೂ ಪ್ರಬಲ ಪ್ರತಿಸ್ಪರ್ಧಿಯಾದ ಬಿ.ಎನ್.ಚಂದ್ರಪ್ಪ ಅವರನ್ನು ಸೋಲಿಸುವ ಮೂಲಕ ಪಕ್ಷದ ವರ್ಚಸ್ಸನ್ನು ಹೆಚ್ಚಿಸಿರುತ್ತಾರೆ. ಹೀಗಾಗಿ ಇವರಿಗೆ ಲೋಕಸಭೆ ಕ್ಯಾಬಿನೆಟ್ ದರ್ಜೆಯಲ್ಲಿ ಸ್ಥಾನ ನೀಡಬೇಕೆಂದು ಬಿಜೆಪಿ ಹೈಕಮಾಂಡ್ ಗೆ ಒತ್ತಾಯಿಸಿದ್ದಾರೆ.: [960, 466, 1235, 612]
main-headline: [45, 190, 940, 282]
minister-entry: ಕ್ರಿಶನ್ ಪಾಲ್ - ಸಹಕಾರ: [362, 1280, 460, 1296]
minister-entry: ದುರ್ಗಾದಾಸ್ ಉಯಿಕೆ - ಆದಿವಾಸಿ: [665, 1355, 801, 1371]
paragraph: ಕತೆಯನ್ನು ಹಂಚಿಕೊಂಡರು. ಹ್ಯಾಪಿಯೆಸ್ಟ್ ಹೆಲ್ತ್ ನ ಸಿಎಫ್ಒ ಆಶಿಶ್ ಪ್ರತಾಪ್ ಸಿಂಗ್ ಜೊತೆಗೆ ನಡೆದ ಸಂವಾದದಲ್ಲಿ ಅಂಜು ಅಂಬಿ: [402, 293, 557, 364]
paragraph: ಶಾಸಕರಾದ ಎ.ಆರ್. ಕೃಷ್ಣಮೂರ್ತಿ, ಕಾಡಾ: [591, 1822, 746, 1857]
lamp-lighting-photo: [225, 374, 565, 569]
article-column: [591, 1636, 758, 1859]
article-column: [580, 292, 745, 831]
side-intro-text: ಪಾವಗಡ: ದಲಿತ ಸಮುದಾಯದ ಹಿರಿಯ ರಾಜಕಾರಣಿ ಚಿತ್ರದುರ್ಗ ಲೋಕಸಭಾ ಕ್ಷೇತ್ರದ ಸಂಸದ ಗೋವಿಂದ: [960, 259, 1228, 293]
minister-entry: ಅನುಪ್ರಿಯಾ ಪಟೇಲ್ - ಆರೋಗ್ಯ ಮತ್ತು ಕುಟುಂಬ ಕಲ್ಯಾಣ, ಗೊಬ್ಬರ ಮತ್ತು ರಾಸಾಯನಿಕ: [362, 1355, 632, 1389]
paragraph: ಒದಗಿಸಿಕೊಡಲು ನಿಯಮ ಬದ್ಧವಾಗಿ ಕಾನೂನು ಚೌಕಟ್ಟಿನೊಳಗೆ ಕ್ರಮಕ್ಕೆ ಮುಂದಾಗಲಿದ್ದೇವೆ. ಉತ್ತಮ ರಸ್ತೆ, ವಾಹನಗಳ ಸಂಚಾರಕ್ಕೂ ಅನುಕೂಲವಾಗಲಿದೆ.: [227, 1636, 384, 1726]
minister-entry: ಭೂಪತಿ ರಾಜು ಶ್ರೀನಿವಾಸ ವರ್ಮಾ - ಬೃಹತ್ ಕೈಗಾರಿಕೆ ಮತ್ತು ಉಕ್ಕು, ಹರ್ಷ್ ಮಲ್ಹೋತ್ರಾ - ಕಾರ್ಪೊರೇಟ್, ರಸ್ತೆ ಮತ್ತು ಹೆದ್ದಾರಿ, ನಿಮುಬೆನ್ ಜಯಂತಿಭಾಯ್ ಬಂಭಾನಿಯಾ - ಗ್ರಾಹಕ, ಆಹಾರ ಮತ್ತು ವಿತರಣೆ: [665, 1466, 935, 1538]
minister-entry: ಮುರಳೀಧರ್ ಮೊಹೋಲ್ - ಸಹಕಾರ, ವಿಮಾನಯಾನ: [665, 1541, 879, 1557]
main-article: [45, 292, 940, 1222]
event-photo: [225, 374, 565, 569]
paragraph: ಪರಿಹಾರಕ್ಕೆ ಅಧಿಕಾರಿಗಳೊಂದಿಗೆ ಚರ್ಚಿಸಿ ಪ್ರಸ್ತಾವನೆ ಸಿದ್ಧಪಡಿಸಲಾಗಿದೆ. ಶಾಲಾ ವಿದ್ಯಾರ್ಥಿಗಳ ಮುಂದಿನ ಹಂತದ ವಿದ್ಯಾಭ್ಯಾಸ ಹಾಗೂ ಹಾಸ್ಟೆಲ್ ಇನ್ನಿತರ ಸೌಲಭ್ಯಗಳಿಗೆ ಕ್ರಮ ವಹಿಸಲಾಗುತ್ತಿದೆ ಎಂದರು ಇದೇ ವೇಳೆ ಸ್ಥಳೀಯರು ಮಾತನಾಡಿ ತಮ್ಮ ಸಮಸ್ಯೆಗಳನ್ನು ಹೇಳಿಕೊಂಡರು. ಮಾಜಿ ಶಾಸಕರಾದ ಆರ್. ನರೇಂದ್ರ ಅವರು ಸ್ಥಳೀಯ ಜನರ ಸಮಸ್ಯೆಗಳ ಬಗ್ಗೆ ಗಮನಸೆಳೆದರು.: [591, 1636, 755, 1819]
page-body: [45, 182, 1240, 1863]
